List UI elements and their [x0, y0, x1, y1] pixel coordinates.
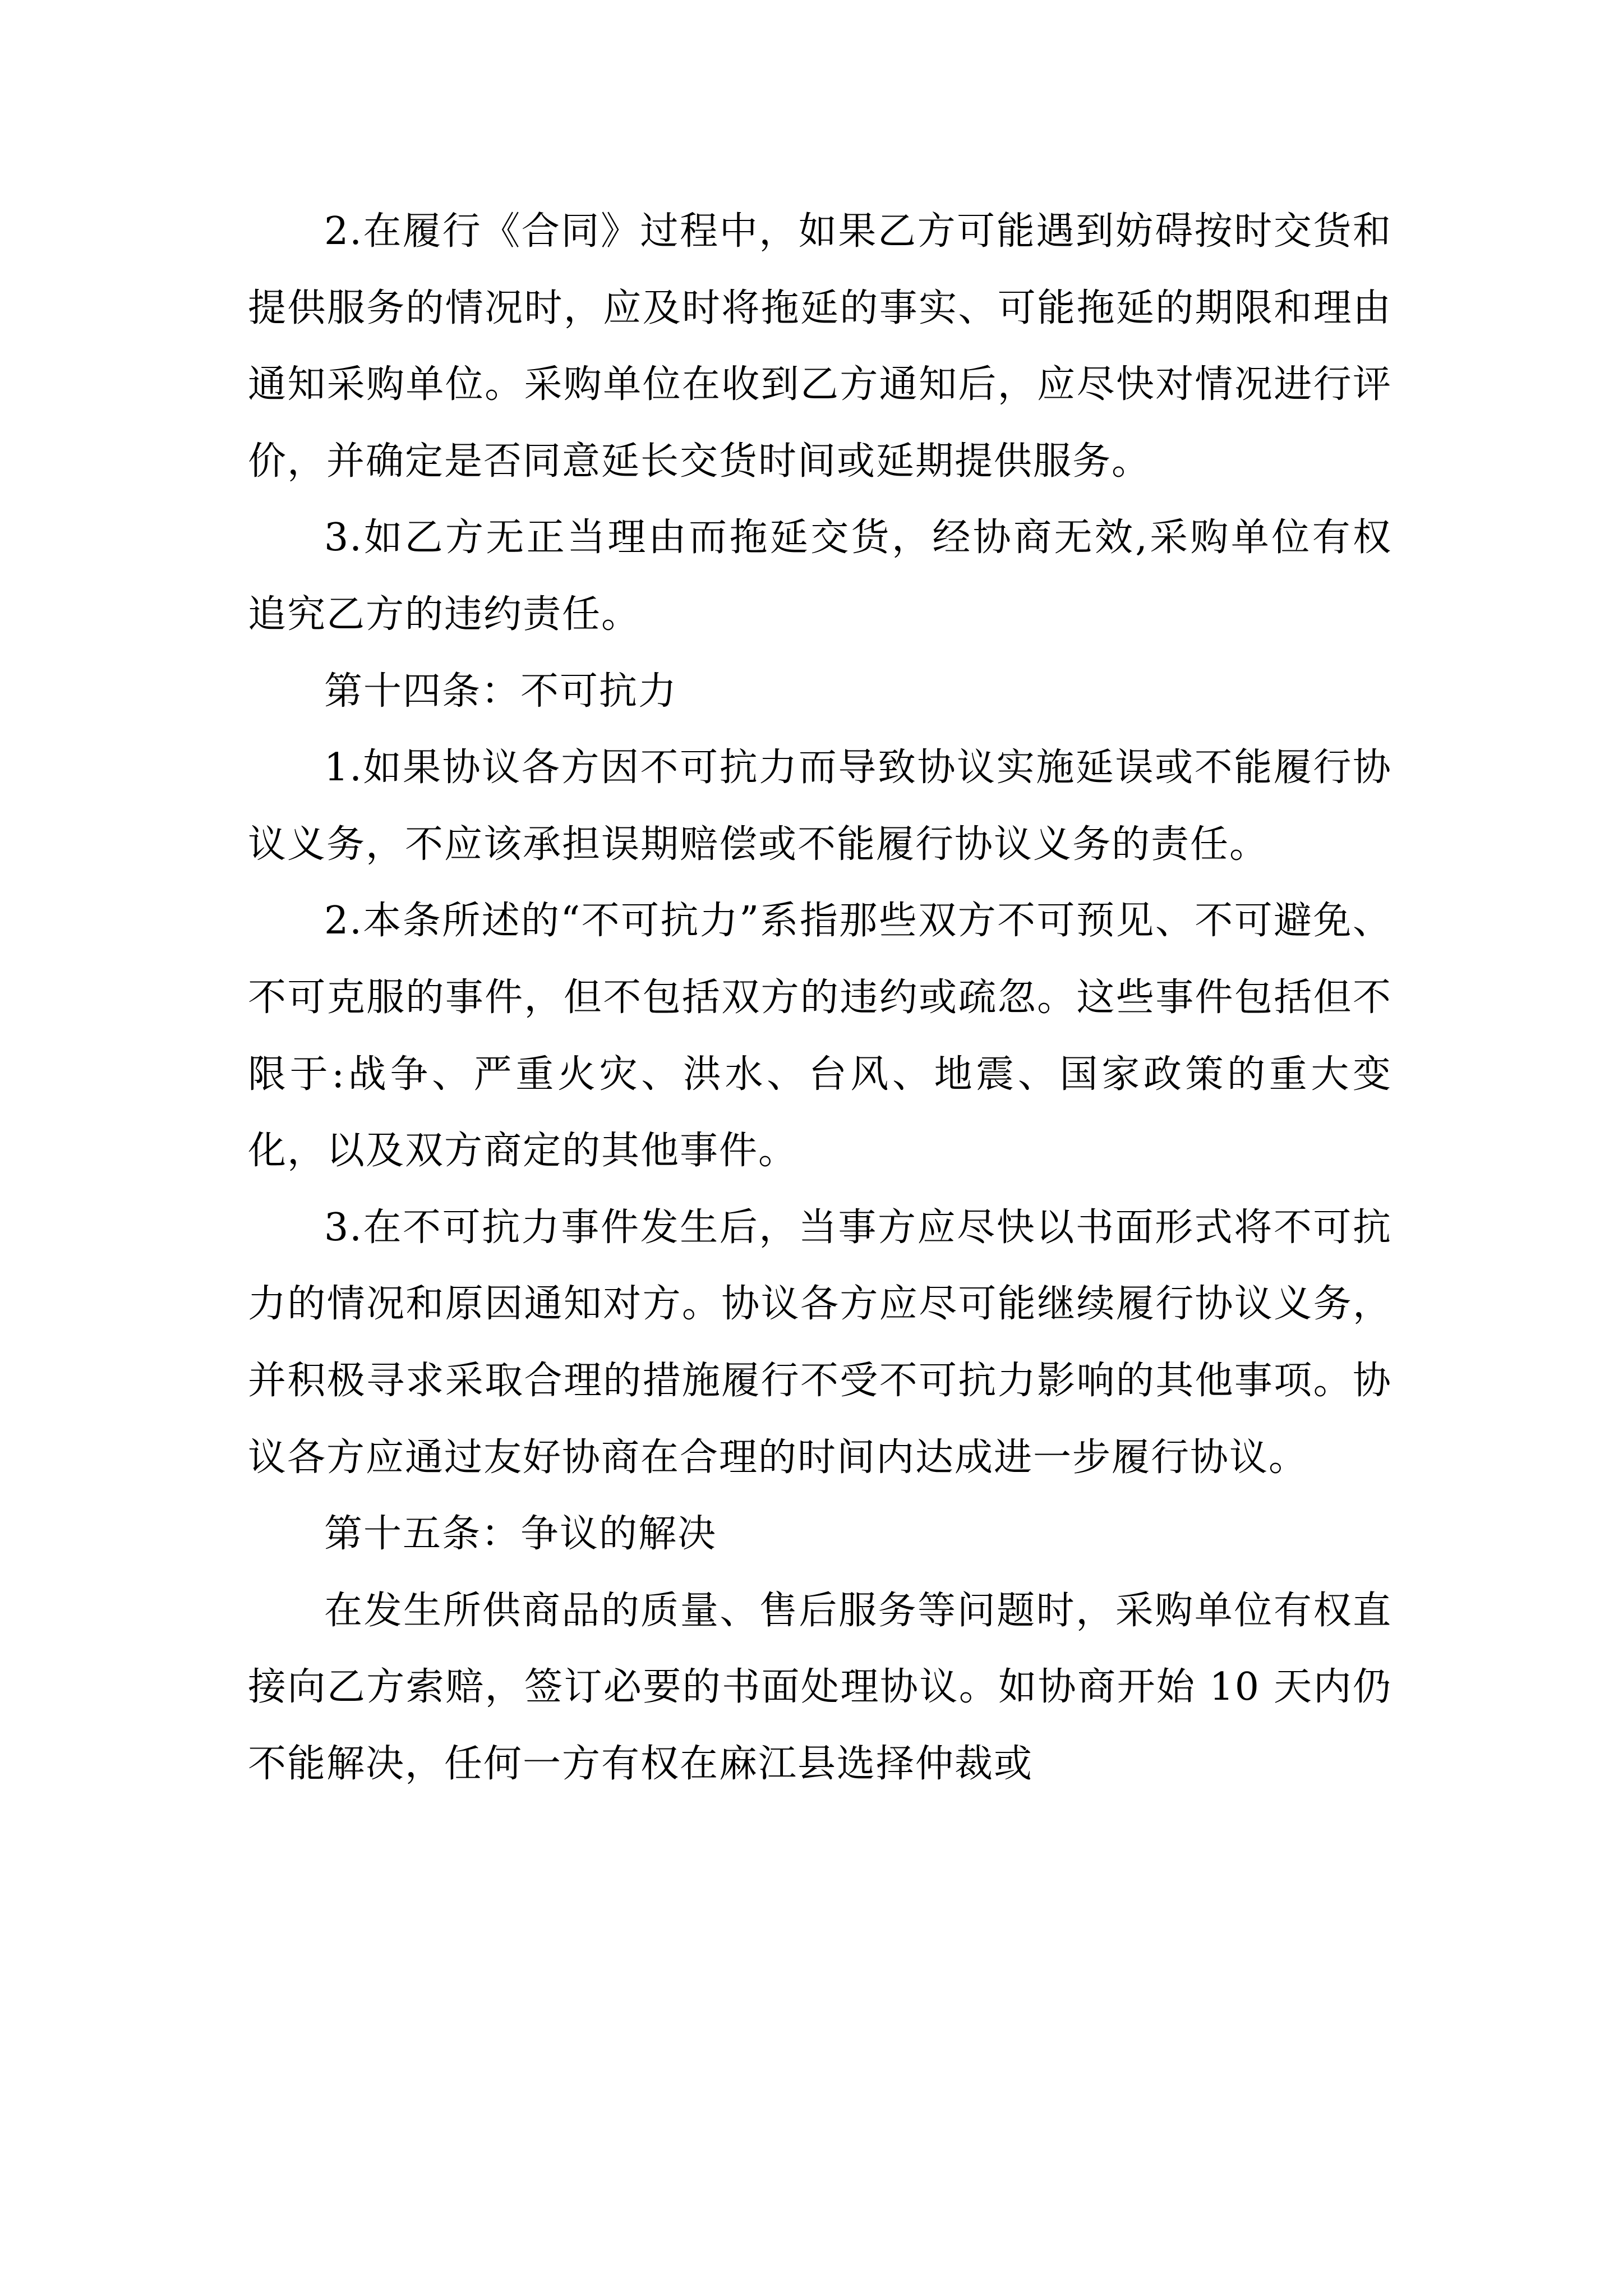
article-15-heading: 第十五条：争议的解决 — [324, 1512, 717, 1557]
article-14-heading: 第十四条：不可抗力 — [324, 669, 678, 714]
paragraph-breach-liability: 3.如乙方无正当理由而拖延交货，经协商无效,采购单位有权追究乙方的违约责任。 — [248, 516, 1392, 637]
paragraph-force-majeure-2: 2.本条所述的“不可抗力”系指那些双方不可预见、不可避免、不可克服的事件，但不包括双方的违约或疏忽。这些事件包括但不限于:战争、严重火灾、洪水、台风、地震、国家政策的重大变化，以及双方商定的其他事件。 — [248, 899, 1392, 1174]
document-body — [248, 194, 1392, 1802]
paragraph-dispute-resolution: 在发生所供商品的质量、售后服务等问题时，采购单位有权直接向乙方索赔，签订必要的书面处理协议。如协商开始 10 天内仍不能解决，任何一方有权在麻江县选择仲裁或 — [248, 1588, 1392, 1786]
paragraph-force-majeure-3: 3.在不可抗力事件发生后，当事方应尽快以书面形式将不可抗力的情况和原因通知对方。协议各方应尽可能继续履行协议义务，并积极寻求采取合理的措施履行不受不可抗力影响的其他事项。协议各方应通过友好协商在合理的时间内达成进一步履行协议。 — [248, 1205, 1392, 1480]
paragraph-delay-notice: 2.在履行《合同》过程中，如果乙方可能遇到妨碍按时交货和提供服务的情况时，应及时将拖延的事实、可能拖延的期限和理由通知采购单位。采购单位在收到乙方通知后，应尽快对情况进行评价，并确定是否同意延长交货时间或延期提供服务。 — [248, 209, 1392, 484]
paragraph-force-majeure-1: 1.如果协议各方因不可抗力而导致协议实施延误或不能履行协议义务，不应该承担误期赔偿或不能履行协议义务的责任。 — [248, 746, 1392, 867]
